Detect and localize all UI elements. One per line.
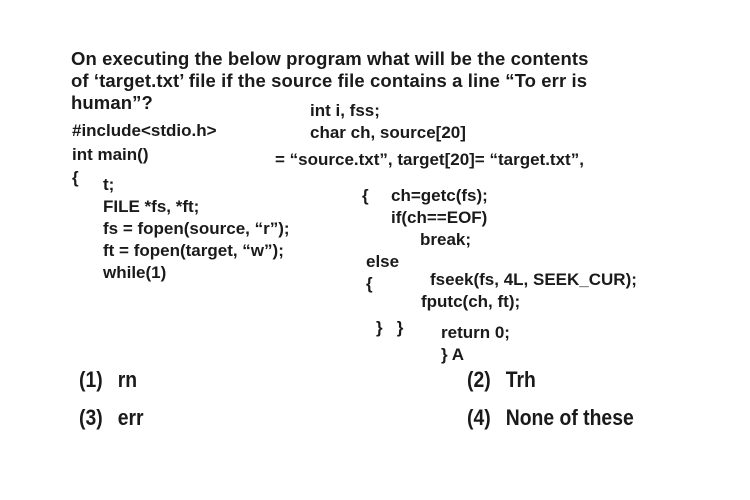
option-2-number: (2) [467,367,491,392]
question-line-2: of ‘target.txt’ file if the source file contains a line “To err is [71,70,588,91]
code-decl-t: t; [103,175,115,194]
code-init: = “source.txt”, target[20]= “target.txt”, [275,150,584,169]
code-close-braces: } } [376,318,404,337]
option-2-text: Trh [505,367,536,392]
option-1[interactable] [79,367,137,393]
code-file-decl: FILE *fs, *ft; [103,197,200,216]
code-return: return 0; [441,323,510,342]
code-int-decl: int i, fss; [310,101,380,120]
option-4-number: (4) [467,405,491,430]
code-fopen-target: ft = fopen(target, “w”); [103,241,284,260]
code-if-eof: if(ch==EOF) [391,208,488,227]
code-include: #include<stdio.h> [72,121,217,140]
option-3[interactable] [79,405,144,431]
code-else: else [366,252,400,271]
code-end: } A [441,345,464,364]
option-1-text: rn [117,367,138,392]
option-4[interactable] [467,405,634,431]
code-while: while(1) [103,263,167,282]
option-1-number: (1) [79,367,103,392]
code-loop-open: { [362,186,369,205]
option-3-text: err [117,405,144,430]
option-4-text: None of these [505,405,634,430]
question-line-1: On executing the below program what will be the contents [71,48,589,69]
option-2[interactable] [467,367,536,393]
code-getc: ch=getc(fs); [391,186,488,205]
code-open-brace: { [72,168,79,187]
option-3-number: (3) [79,405,103,430]
code-fopen-source: fs = fopen(source, “r”); [103,219,290,238]
code-else-open: { [366,274,373,293]
code-main: int main() [72,145,149,164]
code-fputc: fputc(ch, ft); [421,292,521,311]
code-fseek: fseek(fs, 4L, SEEK_CUR); [430,270,637,289]
code-char-decl: char ch, source[20] [310,123,466,142]
code-break: break; [420,230,472,249]
question-line-3: human”? [71,92,153,113]
